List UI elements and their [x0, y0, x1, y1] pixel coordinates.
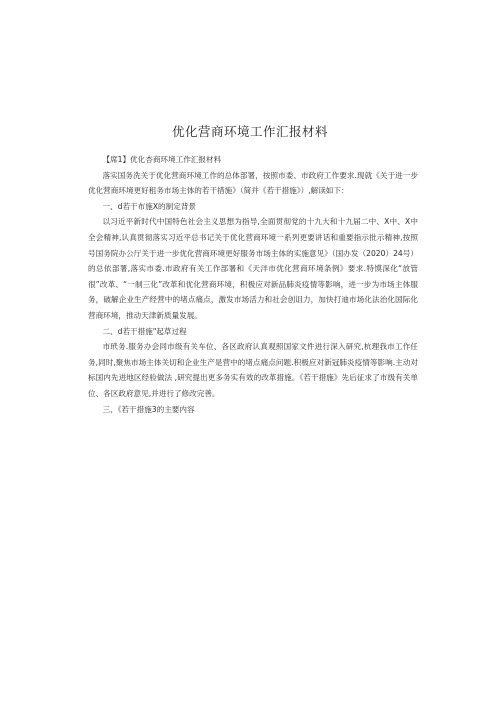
section-heading-content: 三、《若干措施3的主要内容 — [102, 404, 195, 414]
drafting-paragraph: 市玳务.服务办会同市级有关车位、各区政府认真观照国家文件进行深入研究,杭理我市工作任务,同时,聚焦市场主体关切和企业生产是营中的堵点痛点问题.积极应对新冠肺炎疫情等影响.主动对标国内先进地区经验做法 ,研究提出更多务实有效的改革措施。《若干措施》先后征求了市级有关单位、各区政府意见,并进行了修改完善。 — [88, 342, 418, 398]
document-body — [88, 152, 418, 417]
section-label: 【席1】优化杏商环境工作汇报材料 — [102, 155, 222, 164]
intro-paragraph: 落实国务洗关于优化营商环境工作的总体部署，按照市委、市政府工作要求.现就《关于进一步优化营商环境更好租务市场主体的若干措施》（简并《若干措施》）,解读如下： — [88, 170, 418, 196]
section-heading-drafting: 二、d若干措施"起草过程 — [102, 326, 187, 336]
section-heading-background: 一、d若干布施X的制定背景 — [102, 201, 196, 211]
document-title: 优化营商环境工作汇报材料 — [171, 124, 328, 139]
background-paragraph: 以习近平新时代中国特色社会主义思想为指导,全面贯彻党的十九大和十九届二中、X中、X中全会精神,认真贯彻落实习近平总书记关于优化营商环境一系列更要讲话和重要指示批示精神,按照号国务院办公厅关于进一步优化营商环境更好服务市场主体的实施意见》（国办发（2020）24号）的总依部署,落实市委.市政府有关工作部署和《天泮市优化营商环境条例》要求.特馍深化“放管很”改革、“一制三化”改革和优化营商环境，积极应对新品肺炎疫情等影响，进一步为市场主体服务，破解企业生产经营中的堵点痛点，激发市场活力和社会创诅力，加快打迪市场化法治化国际化营商环境，推动天津新质量发展。 — [88, 217, 418, 320]
